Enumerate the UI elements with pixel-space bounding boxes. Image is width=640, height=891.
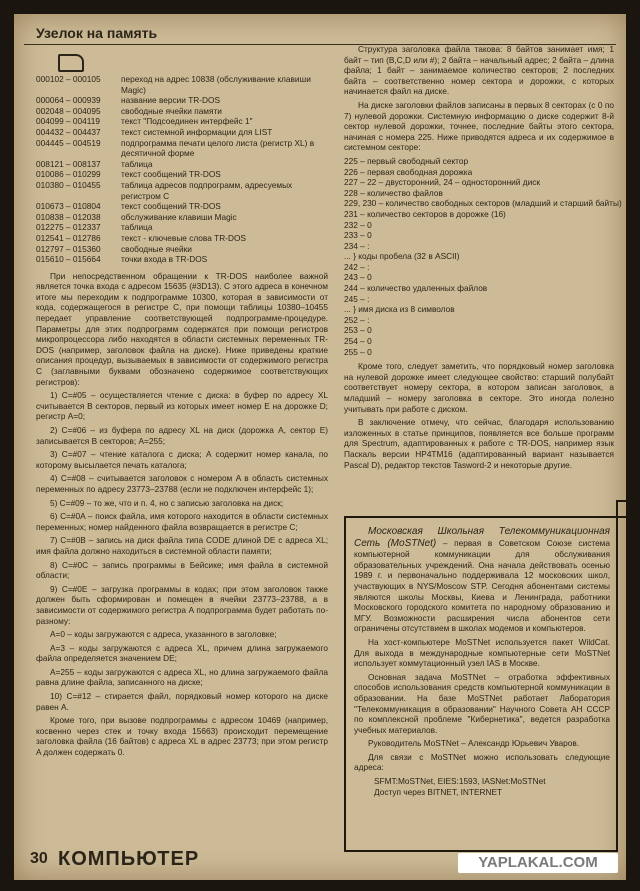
memory-map-row — [36, 201, 328, 212]
memory-map-row — [36, 254, 328, 265]
article-paragraph: 10) C=#12 – стирается файл, порядковый номер которого на диске равен A. — [36, 691, 328, 712]
system-sector-entry: 226 – первая свободная дорожка — [344, 166, 473, 177]
memory-address-range: 015610 – 015664 — [36, 254, 101, 265]
right-article-text-bottom — [344, 361, 614, 470]
system-sector-entry: 231 – количество секторов в дорожке (16) — [344, 208, 506, 219]
mostnet-address: SFMT:MoSTNet, EIES:1593, IASNet:MoSTNet — [374, 776, 546, 787]
article-paragraph: 2) C=#06 – из буфера по адресу XL на диск (дорожка A, сектор E) записывается B секторов; A=255; — [36, 425, 328, 446]
site-watermark: YAPLAKAL.COM — [458, 853, 618, 873]
section-header — [24, 22, 616, 45]
memory-map-row — [36, 116, 328, 127]
memory-address-range: 010086 – 010299 — [36, 169, 101, 180]
system-sector-entry: 252 – : — [344, 314, 370, 325]
system-sector-entry: 227 – 22 – двусторонний, 24 – односторонний диск — [344, 177, 540, 188]
memory-area-description: текст сообщений TR-DOS — [121, 169, 221, 180]
right-article-text-top — [344, 44, 614, 153]
memory-area-description: таблица — [121, 158, 153, 169]
system-sector-entry: 253 – 0 — [344, 325, 372, 336]
article-paragraph: Структура заголовка файла такова: 8 байтов занимает имя; 1 байт – тип (B,C,D или #); 2 байта – начальный адрес; 2 байта – длина файла; 1 байт – занимаемое количество секторов; 2 последних байта – соответственно номер сектора и дорожки, с которых начинается файл на диске. — [344, 44, 614, 97]
system-sector-entry: 255 – 0 — [344, 346, 372, 357]
memory-area-description: текст "Подсоединен интерфейс 1" — [121, 116, 253, 127]
article-paragraph: A=255 – коды загружаются с адреса XL, но длина загружаемого файла равна длине файла, записанного на диске; — [36, 666, 328, 688]
left-article-text — [36, 271, 328, 758]
memory-area-description: свободные ячейки памяти — [121, 105, 222, 116]
article-paragraph: На диске заголовки файлов записаны в первых 8 секторах (с 0 по 7) нулевой дорожки. Системную информацию о диске содержит 8-й сектор нулевой дорожки, точнее, последние байты этого сектора, начиная с номера 225. Ниже приводятся адреса и их содержимое в системном секторе: — [344, 99, 614, 153]
memory-area-description: текст сообщений TR-DOS — [121, 201, 221, 212]
article-paragraph: 5) C=#09 – то же, что и п. 4, но с записью заголовка на диск; — [50, 497, 284, 508]
memory-address-range: 010673 – 010804 — [36, 201, 101, 212]
right-column — [344, 44, 622, 473]
memory-area-description: таблица адресов подпрограмм, адресуемых регистром C — [121, 179, 293, 201]
article-paragraph: При непосредственном обращении к TR-DOS наиболее важной является точка входа с адресом 15635 (#3D13). С этого адреса в конечном итоге мы переходим к подпрограмме 10300, которая в зависимости от кода, содержащегося в регистре C, при помощи таблицы 10380–10455 передает управление соответствующей подпрограмме-процедуре. Параметры для этих подпрограмм содержатся при помощи регистров микропроцессора либо находятся в области системных переменных TR-DOS (например, заголовок файла на диске). Ниже приведены краткие описания процедур, вызываемых в зависимости от содержимого регистра C (заглавными буквами обозначено содержимое соответствующих регистров): — [36, 270, 328, 387]
article-paragraph: В заключение отмечу, что сейчас, благодаря использованию изложенных в статье принципов, появляется все больше программ для Spectrum, адаптированных к работе с TR-DOS, например язык Паскаль версии HP4TM16 (адаптированный вариант называется Pascal D), редактор текстов Tasword-2 и некоторые другие. — [344, 417, 614, 470]
mostnet-paragraph: Для связи с MoSTNet можно использовать следующие адреса: — [354, 751, 610, 773]
mostnet-intro: – первая в Советском Союзе система компьютерной коммуникации для обслуживания образовательных учреждений. Она начала действовать осенью 1989 г. и первоначально поддерживала 12 московских школ, участвующих в NYS/Moscow STP. Сегодня абонентами системы являются школы Москвы, Киева и Ленинграда, работники Московского городского комитета по народному образованию и МГУ. Возможности расширения числа абонентов сети ограничены отсутствием в школах модемов и компьютеров. — [354, 537, 610, 634]
system-sector-entry: ... } имя диска из 8 символов — [344, 304, 455, 315]
memory-map-row — [36, 169, 328, 180]
mostnet-address: Доступ через BITNET, INTERNET — [374, 786, 503, 797]
memory-area-description: обслуживание клавиши Magic — [121, 211, 237, 222]
system-sector-entry: 243 – 0 — [344, 272, 372, 283]
mostnet-paragraph: Основная задача MoSTNet – отработка эффективных способов использования средств компьютерной коммуникации в образовании. На базе MoSTNet работает Лаборатория "Телекоммуникация в образовании" Научного Совета АН СССР по комплексной проблеме "Кибернетика", ведется разработка учебных материалов. — [354, 671, 610, 735]
memory-map-row — [36, 95, 328, 106]
system-sector-list — [344, 155, 622, 357]
section-title: Узелок на память — [36, 25, 158, 41]
memory-map-row — [36, 244, 328, 255]
memory-address-range: 010838 – 012038 — [36, 211, 101, 222]
magazine-page — [14, 14, 626, 880]
system-sector-entry: 244 – количество удаленных файлов — [344, 283, 488, 294]
memory-address-range: 012797 – 015360 — [36, 243, 101, 254]
memory-address-range: 010380 – 010455 — [36, 179, 101, 190]
memory-map-row — [36, 222, 328, 233]
memory-address-range: 012541 – 012786 — [36, 232, 101, 243]
memory-map-row — [36, 159, 328, 170]
memory-map-row — [36, 212, 328, 223]
article-paragraph: 3) C=#07 – чтение каталога с диска; A содержит номер канала, по которому высылается печать каталога; — [36, 449, 328, 470]
memory-address-range: 004445 – 004519 — [36, 137, 101, 148]
system-sector-entry: 229, 230 – количество свободных секторов (младший и старший байты) — [344, 198, 622, 209]
article-paragraph: 1) C=#05 – осуществляется чтение с диска: в буфер по адресу XL считывается B секторов, первый из которых имеет номер E на дорожке D; регистр A=0; — [36, 390, 328, 422]
system-sector-entry: 234 – : — [344, 240, 370, 251]
memory-address-range: 008121 – 008137 — [36, 158, 101, 169]
memory-address-range: 004099 – 004119 — [36, 116, 100, 127]
system-sector-entry: 232 – 0 — [344, 219, 372, 230]
article-paragraph: Кроме того, следует заметить, что порядковый номер заголовка на нулевой дорожке имеет следующее свойство: старший полубайт соответствует номеру сектора, в котором записан заголовок, а младший – номеру заголовка в секторе. Это иногда полезно учитывать при работе с диском. — [344, 361, 614, 414]
memory-area-description: текст системной информации для LIST — [121, 126, 273, 137]
article-paragraph: 6) C=#0A – поиск файла, имя которого находится в области системных переменных; номер найденного файла возвращается в регистре C; — [36, 511, 328, 532]
memory-map-row — [36, 180, 328, 201]
magazine-logo: КОМПЬЮТЕР — [58, 848, 200, 870]
memory-area-description: название версии TR-DOS — [121, 95, 221, 106]
memory-map-row — [36, 233, 328, 244]
article-paragraph: 8) C=#0C – запись программы в Бейсике; имя файла в системной области; — [36, 559, 328, 581]
memory-area-description: свободные ячейки — [121, 243, 192, 254]
article-paragraph: A=3 – коды загружаются с адреса XL, причем длина загружаемого файла определяется значением DE; — [36, 642, 328, 664]
memory-map-table — [36, 74, 328, 265]
memory-address-range: 000064 – 000939 — [36, 95, 101, 106]
system-sector-entry: 242 – : — [344, 261, 370, 272]
article-paragraph: 9) C=#0E – загрузка программы в кодах; при этом заголовок также должен быть сформирован и помещен в ячейки 23773–23788, а в зависимости от содержимого регистра A подпрограмма будет работать по-разному: — [36, 583, 328, 626]
system-sector-entry: ... } коды пробела (32 в ASCII) — [344, 251, 460, 262]
system-sector-entry: 228 – количество файлов — [344, 187, 443, 198]
memory-area-description: точки входа в TR-DOS — [121, 254, 208, 265]
memory-map-row — [36, 74, 328, 95]
memory-map-row — [36, 127, 328, 138]
article-paragraph: A=0 – коды загружаются с адреса, указанного в заголовке; — [50, 629, 277, 640]
memory-area-description: таблица — [121, 222, 153, 233]
article-paragraph: 7) C=#0B – запись на диск файла типа CODE длиной DE с адреса XL; имя файла должно находиться в системной области памяти; — [36, 535, 328, 556]
folder-icon — [58, 54, 84, 72]
memory-address-range: 012275 – 012337 — [36, 222, 101, 233]
memory-area-description: подпрограмма печати целого листа (регистр XL) в десятичной форме — [121, 137, 315, 159]
mostnet-title: Московская Школьная Телекоммуникационная Сеть (MoSTNet) — [354, 526, 610, 549]
system-sector-entry: 225 – первый свободный сектор — [344, 155, 469, 166]
system-sector-entry: 233 – 0 — [344, 230, 372, 241]
article-paragraph: 4) C=#08 – считывается заголовок с номером A в область системных переменных по адресу 23773–23788 (если не подключен интерфейс 1); — [36, 473, 328, 494]
memory-area-description: текст - ключевые слова TR-DOS — [121, 232, 246, 243]
memory-address-range: 004432 – 004437 — [36, 126, 101, 137]
page-number: 30 — [30, 850, 48, 867]
mostnet-paragraph: Руководитель MoSTNet – Александр Юрьевич Уваров. — [368, 738, 580, 749]
memory-area-description: переход на адрес 10838 (обслуживание клавиши Magic) — [121, 74, 311, 95]
memory-address-range: 000102 – 000105 — [36, 74, 101, 84]
article-paragraph: Кроме того, при вызове подпрограммы с адресом 10469 (например, косвенно через стек и точку входа 15663) происходит перемещение заголовка файла (16 байтов) с адреса XL в адрес 23773; при этом регистр A должен содержать 0. — [36, 715, 328, 758]
memory-map-row — [36, 138, 328, 159]
mostnet-paragraph: На хост-компьютере MoSTNet используется пакет WildCat. Для выхода в международные компьютерные сети MoSTNet использует коммутационный узел IAS в Москве. — [354, 636, 610, 669]
memory-map-row — [36, 106, 328, 117]
system-sector-entry: 254 – 0 — [344, 336, 372, 347]
system-sector-entry: 245 – : — [344, 293, 370, 304]
memory-address-range: 002048 – 004095 — [36, 105, 101, 116]
mostnet-infobox — [344, 516, 618, 852]
left-column — [36, 74, 328, 761]
